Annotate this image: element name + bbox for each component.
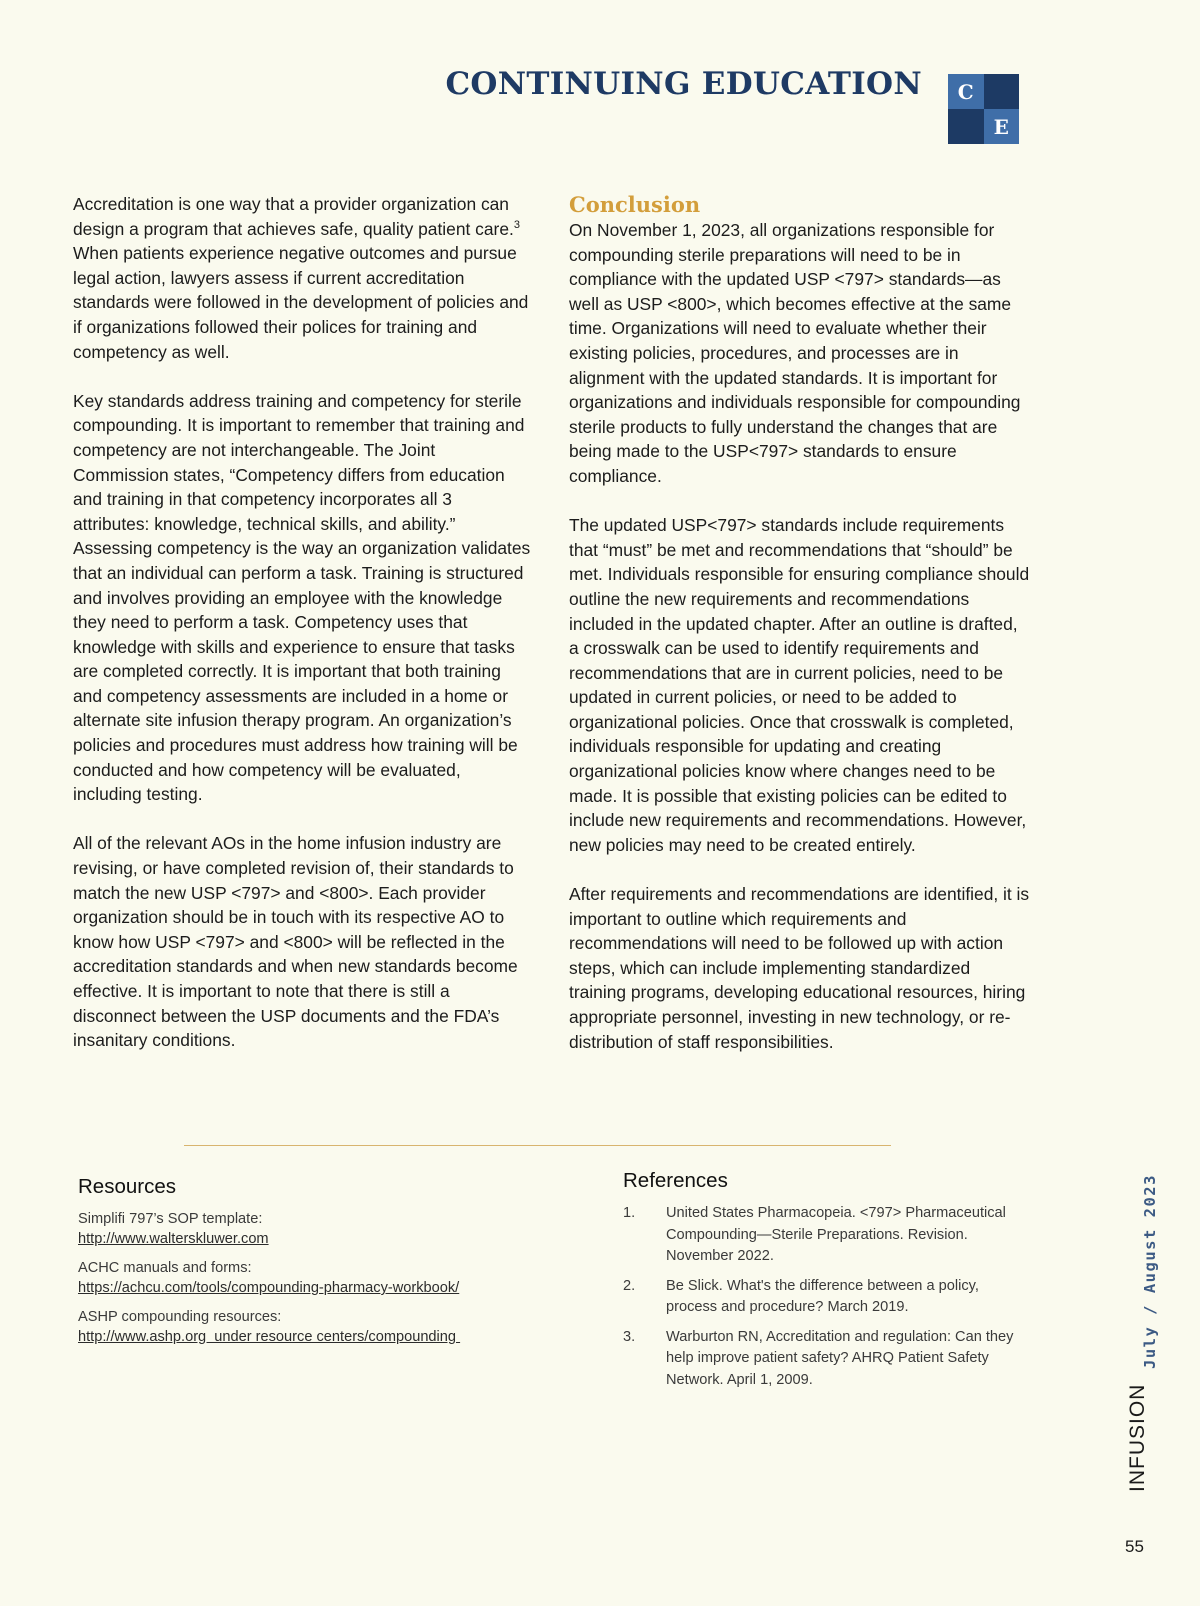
citation-superscript: 3 xyxy=(513,218,520,231)
paragraph-text: When patients experience negative outcomes and pursue legal action, lawyers assess if current accreditation standards were followed in the development of policies and if organizations followed their polices for training and competency as well. xyxy=(73,243,529,362)
article-paragraph: The updated USP<797> standards include requirements that “must” be met and recommendations that “should” be met. Individuals responsible for ensuring compliance should outline the new requirements and recommendations included in the updated chapter. After an outline is drafted, a crosswalk can be used to identify requirements and recommendations that are in current policies, need to be updated in current policies, or need to be added to organizational policies. Once that crosswalk is completed, individuals responsible for updating and creating organizational policies know where changes need to be made. It is possible that existing policies can be edited to include new requirements and recommendations. However, new policies may need to be created entirely. xyxy=(569,515,1030,855)
article-paragraph: After requirements and recommendations are identified, it is important to outline which requirements and recommendations will need to be followed up with action steps, which can include implementing standardized training programs, developing educational resources, hiring appropriate personnel, investing in new technology, or re-distribution of staff responsibilities. xyxy=(569,884,1030,1052)
reference-text: United States Pharmacopeia. <797> Pharmaceutical Compounding—Sterile Preparations. Revision. November 2022. xyxy=(666,1205,1006,1264)
reference-text: Be Slick. What's the difference between a policy, process and procedure? March 2019. xyxy=(666,1277,979,1315)
ce-logo-block xyxy=(984,74,1020,109)
references-list xyxy=(623,1203,1023,1391)
page-number: 55 xyxy=(1125,1537,1144,1556)
reference-item xyxy=(623,1203,1023,1268)
magazine-logo: INFUSION xyxy=(1126,1383,1149,1492)
resources-section xyxy=(78,1175,548,1356)
resource-link[interactable]: https://achcu.com/tools/compounding-pharmacy-workbook/ xyxy=(78,1280,460,1296)
issue-date: July / August 2023 xyxy=(1141,1174,1159,1369)
resource-label: ACHC manuals and forms: xyxy=(78,1260,252,1276)
reference-text: Warburton RN, Accreditation and regulation: Can they help improve patient safety? AHRQ Patient Safety Network. April 1, 2009. xyxy=(666,1328,1014,1388)
page-header-title: CONTINUING EDUCATION xyxy=(445,66,922,102)
conclusion-heading: Conclusion xyxy=(569,192,701,217)
article-paragraph: Key standards address training and competency for sterile compounding. It is important to remember that training and competency are not interchangeable. The Joint Commission states, “Competency differs from education and training in that competency incorporates all 3 attributes: knowledge, technical skills, and ability.” Assessing competency is the way an organization validates that an individual can perform a task. Training is structured and involves providing an employee with the knowledge they need to perform a task. Competency uses that knowledge with skills and experience to ensure that tasks are completed correctly. It is important that both training and competency assessments are included in a home or alternate site infusion therapy program. An organization’s policies and procedures must address how training will be conducted and how competency will be evaluated, including testing. xyxy=(73,390,531,805)
reference-item xyxy=(623,1276,1023,1319)
resource-label: ASHP compounding resources: xyxy=(78,1309,282,1325)
resource-link[interactable]: http://www.walterskluwer.com xyxy=(78,1231,269,1247)
reference-item xyxy=(623,1327,1023,1392)
article-paragraph xyxy=(73,192,531,364)
right-article-column xyxy=(569,190,1031,1079)
references-heading: References xyxy=(623,1169,728,1192)
reference-number: 2. xyxy=(623,1277,636,1294)
resource-item xyxy=(78,1258,548,1298)
reference-number: 3. xyxy=(623,1328,636,1345)
resource-item xyxy=(78,1209,548,1249)
resources-heading: Resources xyxy=(78,1175,176,1198)
left-article-column xyxy=(73,192,531,1077)
paragraph-text: Accreditation is one way that a provider organization can design a program that achieves safe, quality patient care. xyxy=(73,194,514,239)
ce-logo xyxy=(948,74,1019,144)
resource-item xyxy=(78,1307,548,1347)
article-paragraph: On November 1, 2023, all organizations responsible for compounding sterile preparations will need to be in compliance with the updated USP <797> standards—as well as USP <800>, which becomes effective at the same time. Organizations will need to evaluate whether their existing policies, procedures, and processes are in alignment with the updated standards. It is important for organizations and individuals responsible for compounding sterile products to fully understand the changes that are being made to the USP<797> standards to ensure compliance. xyxy=(569,220,1021,486)
resource-link[interactable]: http://www.ashp.org under resource centers/compounding xyxy=(78,1329,461,1345)
reference-number: 1. xyxy=(623,1205,636,1221)
ce-logo-block xyxy=(948,109,984,144)
resource-label: Simplifi 797’s SOP template: xyxy=(78,1211,263,1227)
section-divider xyxy=(184,1145,891,1146)
references-section xyxy=(623,1169,1023,1399)
article-paragraph: All of the relevant AOs in the home infusion industry are revising, or have completed revision of, their standards to match the new USP <797> and <800>. Each provider organization should be in touch with its respective AO to know how USP <797> and <800> will be reflected in the accreditation standards and when new standards become effective. It is important to note that there is still a disconnect between the USP documents and the FDA’s insanitary conditions. xyxy=(73,833,518,1051)
ce-logo-letter-c: C xyxy=(948,74,984,109)
ce-logo-letter-e: E xyxy=(984,109,1020,144)
